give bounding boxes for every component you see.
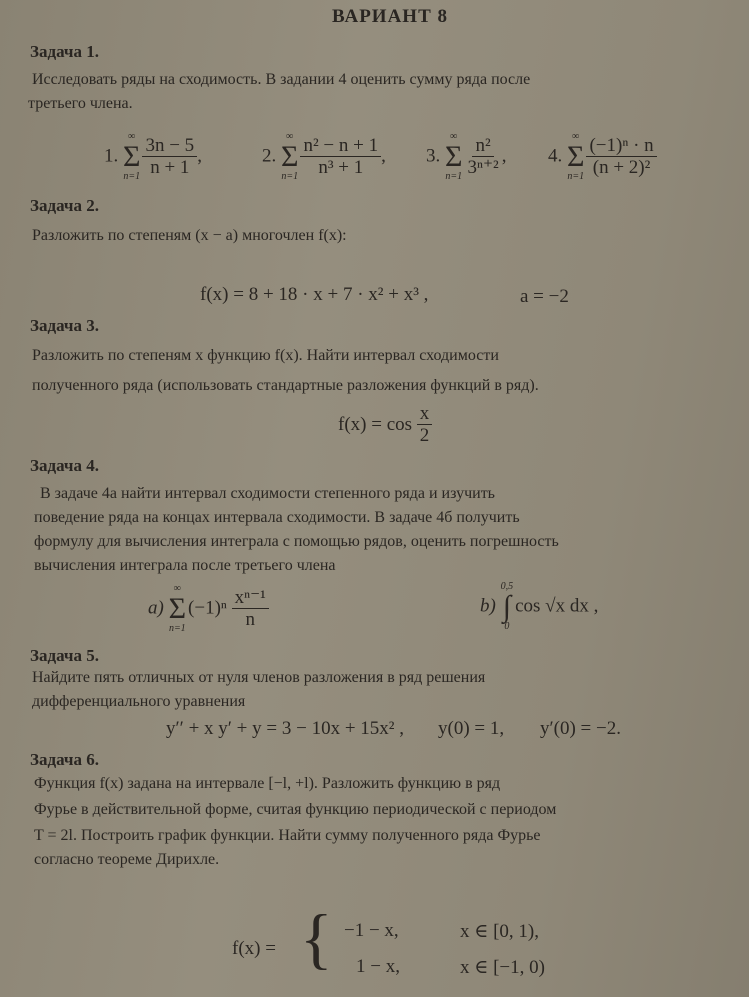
series-3: 3. ∞ Σ n=1 $\frac{\text{n²}}{\text{3ⁿ⁺²}}$ , — [426, 131, 507, 182]
task4-part-b: b) 0,5 ∫ 0 cos √x dx , — [480, 581, 599, 632]
sum-sign-icon: ∞ Σ n=1 — [168, 583, 187, 634]
task1-text-line2: третьего члена. — [28, 95, 133, 112]
task1-text-line1: Исследовать ряды на сходимость. В задании 4 оценить сумму ряда после — [32, 71, 531, 88]
series-number: 2. — [262, 145, 277, 167]
task2-parameter: a = −2 — [520, 286, 569, 307]
task2-heading: Задача 2. — [30, 196, 99, 215]
series-1: 1. ∞ Σ n=1 $\frac{3n - 5}{n + 1}$ , — [104, 131, 202, 182]
series-number: 1. — [104, 145, 119, 167]
left-brace-icon: { — [300, 900, 333, 976]
task2-text: Разложить по степеням (x − a) многочлен f(x): — [32, 227, 347, 244]
task5-equation: y′′ + x y′ + y = 3 − 10x + 15x² , — [166, 718, 404, 739]
task6-text-line1: Функция f(x) задана на интервале [−l, +l). Разложить функцию в ряд — [34, 775, 501, 792]
task3-text-line1: Разложить по степеням x функцию f(x). Найти интервал сходимости — [32, 347, 499, 364]
series-term: $\frac{\text{n² − n + 1}}{\text{n³ + 1}}$ — [300, 136, 381, 179]
variant-title: ВАРИАНТ 8 — [332, 6, 449, 27]
series-4 — [548, 132, 657, 182]
task4-part-a: a) ∞ Σ n=1 (−1)ⁿ $\frac{\text{xⁿ⁻¹}}{n}$ — [148, 584, 269, 634]
sum-sign-icon: ∞ Σ n=1 — [567, 131, 585, 182]
task3-heading: Задача 3. — [30, 316, 99, 335]
task4-text-line2: поведение ряда на концах интервала сходимости. В задаче 4б получить — [34, 509, 520, 526]
case2-expr: 1 − x, — [356, 956, 400, 977]
series-number: 4. — [548, 145, 563, 167]
task4-text-line4: вычисления интеграла после третьего члена — [34, 557, 336, 574]
case1-domain: x ∈ [0, 1), — [460, 921, 539, 942]
case1-expr: −1 − x, — [344, 920, 399, 941]
series-term: $\frac{\text{n²}}{\text{3ⁿ⁺²}}$ — [467, 134, 499, 178]
task5-text-line2: дифференциального уравнения — [32, 693, 246, 710]
series-2: 2. ∞ Σ n=1 $\frac{\text{n² − n + 1}}{\text{n³ + 1}}$ , — [262, 131, 386, 182]
task6-text-line3: T = 2l. Построить график функции. Найти сумму полученного ряда Фурье — [34, 827, 541, 844]
sum-sign-icon: ∞ Σ n=1 — [281, 131, 299, 182]
series-term: $\frac{3n - 5}{n + 1}$ — [142, 136, 197, 179]
task4-text-line3: формулу для вычисления интеграла с помощью рядов, оценить погрешность — [34, 533, 559, 550]
task4-text-line1: В задаче 4а найти интервал сходимости степенного ряда и изучить — [40, 485, 495, 502]
sum-sign-icon: ∞ Σ n=1 — [123, 131, 141, 182]
integral-sign-icon: 0,5 ∫ 0 — [500, 581, 514, 632]
series-term: $\frac{\text{(−1)ⁿ · n}}{\text{(n + 2)²}}$ — [586, 136, 656, 179]
task4-heading: Задача 4. — [30, 456, 99, 475]
task6-heading: Задача 6. — [30, 750, 99, 769]
series-number: 3. — [426, 145, 441, 167]
task5-condition1: y(0) = 1, — [438, 718, 505, 739]
task6-lhs: f(x) = — [232, 938, 276, 959]
task5-heading: Задача 5. — [30, 646, 99, 665]
sum-sign-icon: ∞ Σ n=1 — [445, 131, 463, 182]
task1-heading: Задача 1. — [30, 42, 99, 61]
task5-condition2: y′(0) = −2. — [540, 718, 621, 739]
task6-text-line2: Фурье в действительной форме, считая функцию периодической с периодом — [34, 801, 557, 818]
task2-polynomial: f(x) = 8 + 18 · x + 7 · x² + x³ , — [200, 284, 429, 305]
case2-domain: x ∈ [−1, 0) — [460, 957, 545, 978]
task5-text-line1: Найдите пять отличных от нуля членов разложения в ряд решения — [32, 669, 486, 686]
task3-text-line2: полученного ряда (использовать стандартные разложения функций в ряд). — [32, 377, 539, 394]
task3-function: f(x) = cos $\frac{x}{2}$ — [338, 404, 432, 447]
task6-text-line4: согласно теореме Дирихле. — [34, 851, 220, 868]
